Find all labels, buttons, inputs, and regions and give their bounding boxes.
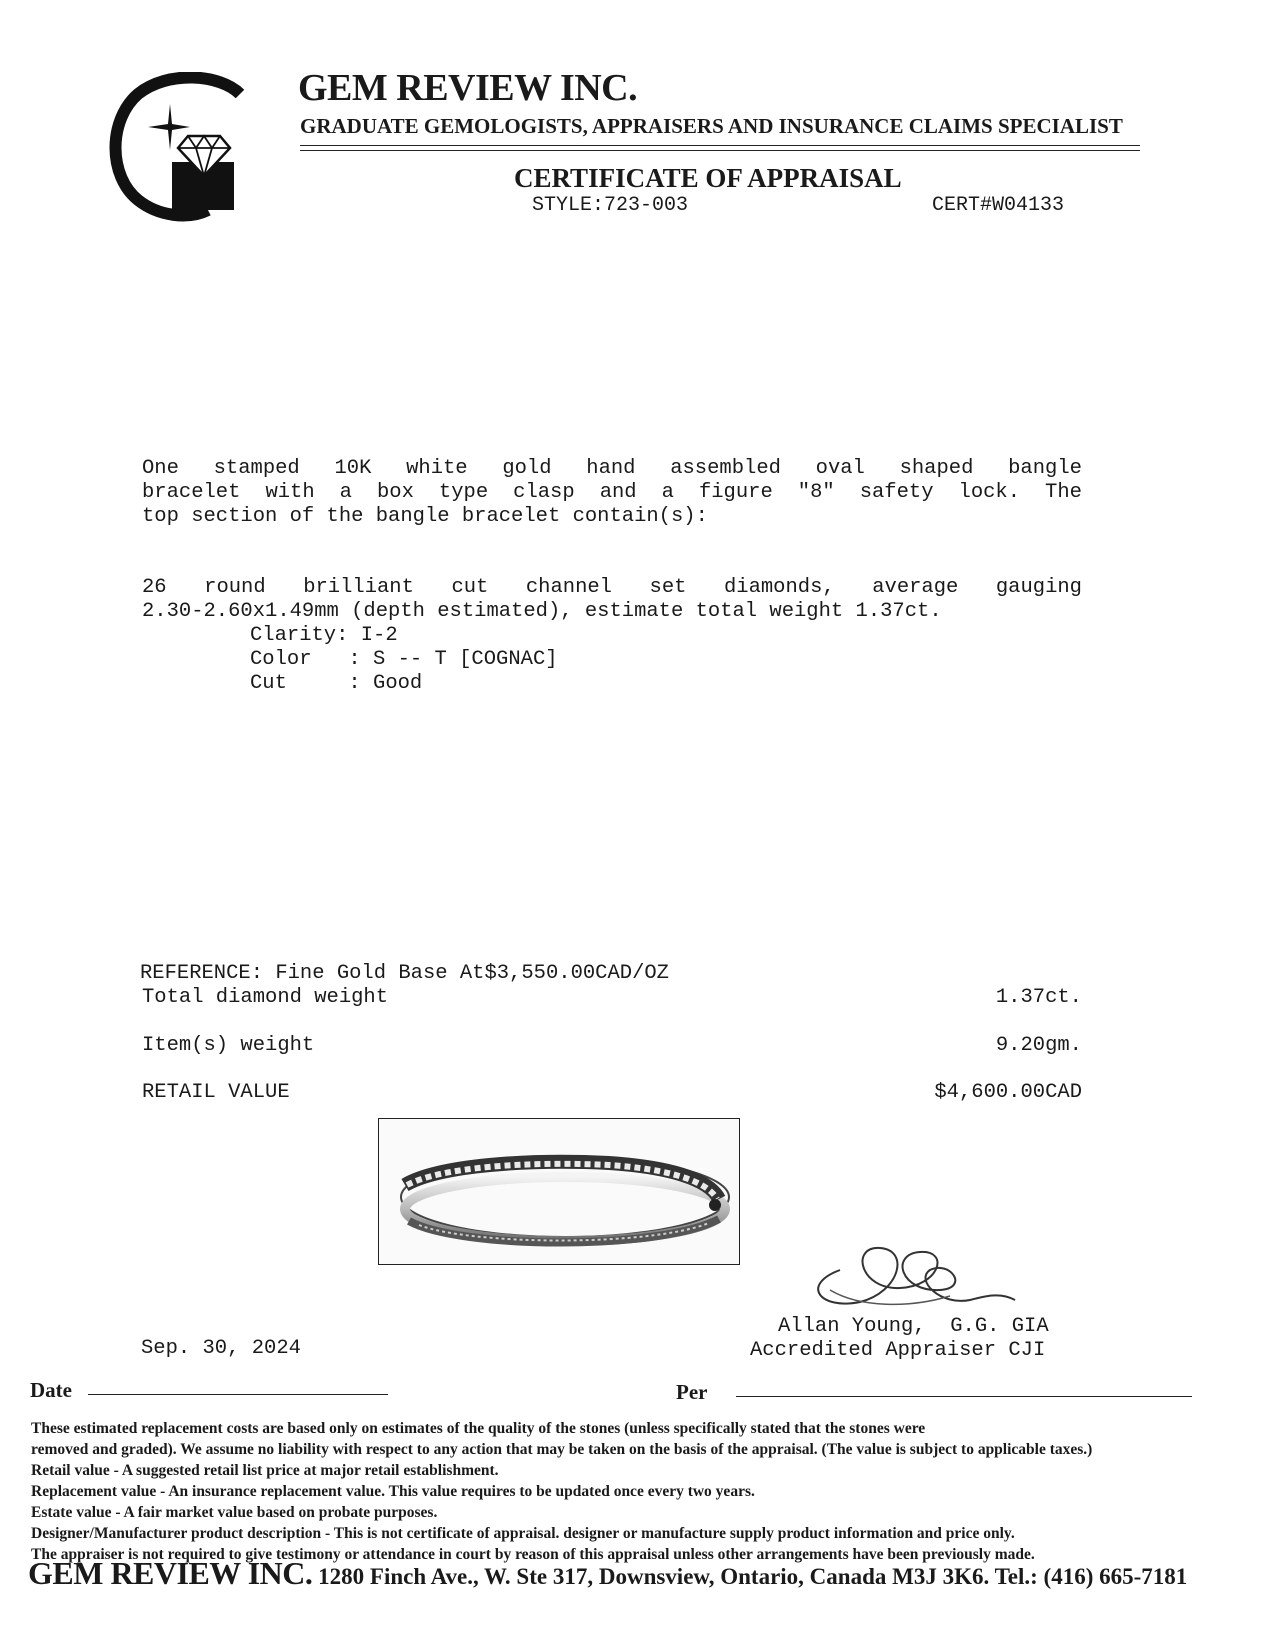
date-signature-line — [88, 1394, 388, 1395]
company-subtitle: GRADUATE GEMOLOGISTS, APPRAISERS AND INSURANCE CLAIMS SPECIALIST — [300, 114, 1123, 138]
appraisal-date: Sep. 30, 2024 — [141, 1337, 301, 1360]
document-title: CERTIFICATE OF APPRAISAL — [514, 163, 902, 193]
footer — [28, 1555, 1187, 1592]
item-weight-value: 9.20gm. — [995, 1034, 1082, 1057]
clarity-spec: Clarity: I-2 — [250, 624, 398, 647]
bracelet-photo — [378, 1118, 740, 1265]
company-logo — [108, 72, 248, 222]
color-spec: Color : S -- T [COGNAC] — [250, 648, 558, 671]
stone-line: 26 round brilliant cut channel set diamonds, average gauging — [142, 576, 1082, 599]
date-label: Date — [30, 1378, 72, 1402]
footer-address: 1280 Finch Ave., W. Ste 317, Downsview, Ontario, Canada M3J 3K6. Tel.: (416) 665-7181 — [312, 1564, 1188, 1589]
appraiser-signature — [800, 1230, 1030, 1320]
cut-spec: Cut : Good — [250, 672, 423, 695]
style-number: STYLE:723-003 — [532, 194, 689, 217]
description-line: top section of the bangle bracelet contain(s): — [142, 505, 708, 528]
disclaimer-line: These estimated replacement costs are based only on estimates of the quality of the stones (unless specifically stated that the stones were — [31, 1420, 926, 1437]
disclaimer-line: removed and graded). We assume no liability with respect to any action that may be taken on the basis of the appraisal. (The value is subject to applicable taxes.) — [31, 1441, 1093, 1458]
cert-number: CERT#W04133 — [932, 194, 1065, 217]
disclaimer-line: Replacement value - An insurance replacement value. This value requires to be updated once every two years. — [31, 1483, 755, 1500]
appraiser-name: Allan Young, G.G. GIA — [778, 1315, 1049, 1338]
item-weight-label: Item(s) weight — [142, 1034, 315, 1057]
disclaimer-line: Estate value - A fair market value based on probate purposes. — [31, 1504, 438, 1521]
disclaimer-line: Designer/Manufacturer product description - This is not certificate of appraisal. designer or manufacture supply product information and price only. — [31, 1525, 1015, 1542]
disclaimer-line: Retail value - A suggested retail list price at major retail establishment. — [31, 1462, 499, 1479]
retail-value-row — [142, 1081, 1082, 1104]
description-line: One stamped 10K white gold hand assembled oval shaped bangle — [142, 457, 1082, 480]
item-description — [142, 457, 1082, 529]
appraiser-accreditation: Accredited Appraiser CJI — [750, 1339, 1046, 1362]
total-weight-label: Total diamond weight — [142, 986, 389, 1009]
stone-description — [142, 576, 1082, 624]
stone-line: 2.30-2.60x1.49mm (depth estimated), estimate total weight 1.37ct. — [142, 600, 942, 623]
company-name: GEM REVIEW INC. — [298, 67, 638, 109]
total-weight-value: 1.37ct. — [995, 986, 1082, 1009]
per-label: Per — [676, 1380, 708, 1404]
disclaimer-line: The appraiser is not required to give testimony or attendance in court by reason of this appraisal unless other arrangements have been previously made. — [31, 1546, 1035, 1563]
retail-value-label: RETAIL VALUE — [142, 1081, 290, 1104]
gold-reference: REFERENCE: Fine Gold Base At$3,550.00CAD/OZ — [140, 962, 669, 985]
retail-value-amount: $4,600.00CAD — [934, 1081, 1082, 1104]
description-line: bracelet with a box type clasp and a figure "8" safety lock. The — [142, 481, 1082, 504]
header-rule-bottom — [300, 150, 1140, 151]
bracelet-image — [379, 1119, 739, 1264]
item-weight-row — [142, 1034, 1082, 1057]
header-rule-top — [300, 145, 1140, 146]
footer-company-name: GEM REVIEW INC. — [28, 1555, 313, 1591]
per-signature-line — [736, 1396, 1192, 1397]
disclaimer — [31, 1418, 1256, 1565]
total-weight-row — [142, 986, 1082, 1009]
